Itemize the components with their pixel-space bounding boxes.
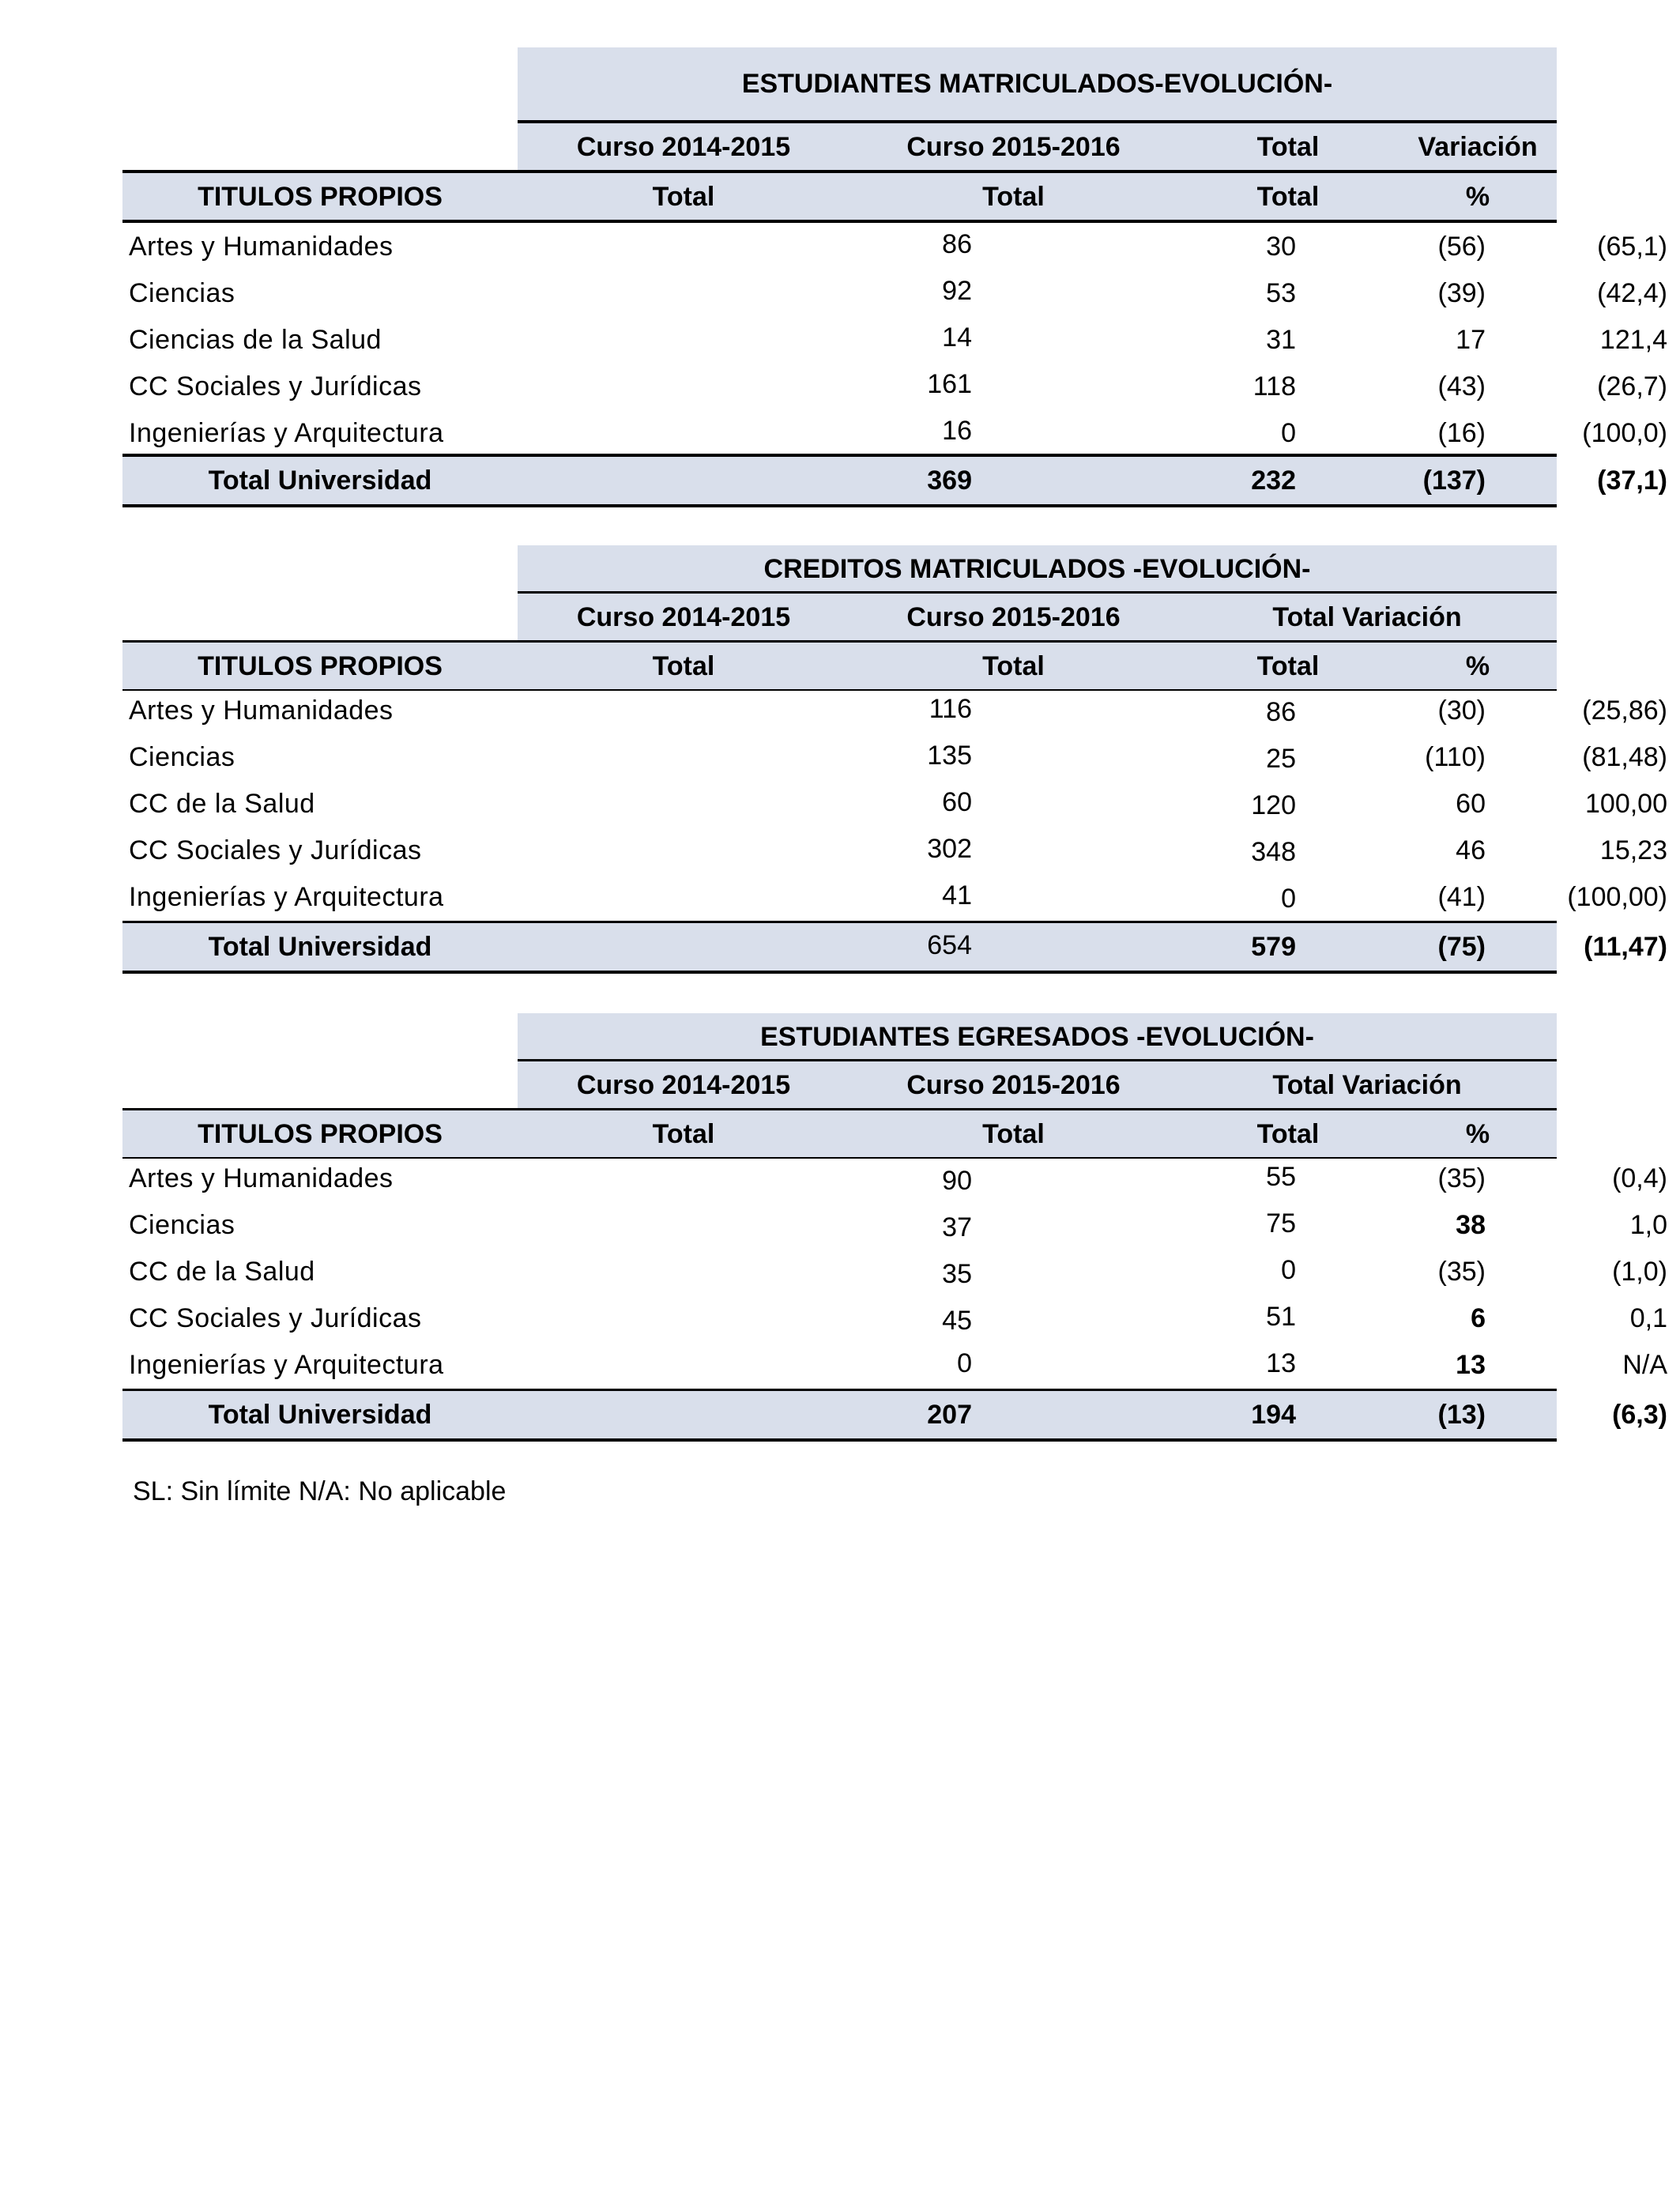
row-label: CC Sociales y Jurídicas (129, 371, 422, 401)
table-creditos-matriculados (122, 545, 1667, 976)
divider (122, 504, 1557, 507)
header-total-2: Total (982, 182, 1045, 212)
row-value: (65,1) (1597, 232, 1667, 262)
row-value: 90 (942, 1166, 972, 1196)
table-row (122, 363, 1667, 410)
table-estudiantes-matriculados (122, 47, 1667, 506)
total-row (122, 457, 1667, 504)
row-value: 121,4 (1599, 325, 1667, 355)
table-row (122, 687, 1667, 734)
header-total-3: Total (1256, 182, 1320, 212)
row-value: (41) (1437, 882, 1486, 912)
total-row (122, 1391, 1667, 1438)
row-label: CC de la Salud (129, 789, 315, 819)
row-value: 92 (942, 276, 972, 306)
divider (122, 1438, 1557, 1442)
row-value: (81,48) (1582, 742, 1667, 772)
row-value: (110) (1425, 742, 1486, 772)
total-value: 579 (1251, 932, 1296, 962)
row-value: 31 (1266, 325, 1296, 355)
row-value: (42,4) (1597, 278, 1667, 308)
row-value: (35) (1437, 1257, 1486, 1287)
header-curso-2014: Curso 2014-2015 (576, 132, 791, 162)
row-label: Ciencias (129, 742, 235, 772)
row-value: (1,0) (1612, 1257, 1667, 1287)
row-value: 1,0 (1629, 1210, 1667, 1240)
header-total-1: Total (652, 182, 715, 212)
header-curso-2014: Curso 2014-2015 (576, 1070, 791, 1100)
row-value: 0 (1281, 884, 1296, 914)
header-titulos-propios: TITULOS PROPIOS (198, 1119, 443, 1149)
table-row (122, 827, 1667, 874)
total-value: 654 (927, 930, 972, 960)
row-value: 35 (942, 1259, 972, 1289)
row-value: (100,0) (1582, 418, 1667, 448)
row-value: 60 (1456, 789, 1486, 819)
total-value: (11,47) (1584, 932, 1667, 962)
header-total-1: Total (652, 651, 715, 681)
row-label: Ciencias de la Salud (129, 325, 382, 355)
row-label: Artes y Humanidades (129, 1163, 394, 1193)
header-row-1 (518, 594, 1557, 641)
row-value: 348 (1251, 837, 1296, 867)
header-row-1 (518, 1061, 1557, 1109)
total-row (122, 923, 1667, 971)
total-value: 369 (927, 466, 972, 496)
header-variacion: Variación (1418, 132, 1538, 162)
row-value: (35) (1437, 1163, 1486, 1193)
row-value: 0 (957, 1348, 972, 1378)
divider (122, 971, 1557, 974)
row-label: CC Sociales y Jurídicas (129, 835, 422, 865)
total-value: 194 (1251, 1400, 1296, 1430)
row-value: 41 (942, 880, 972, 910)
row-value: (26,7) (1597, 371, 1667, 401)
row-value: 37 (942, 1212, 972, 1242)
header-titulos-propios: TITULOS PROPIOS (198, 651, 443, 681)
row-value: (100,00) (1567, 882, 1667, 912)
row-value: 38 (1456, 1210, 1486, 1240)
row-value: (25,86) (1582, 696, 1667, 726)
row-value: 14 (942, 322, 972, 352)
header-total-3: Total (1256, 651, 1320, 681)
row-label: Ciencias (129, 1210, 235, 1240)
row-value: 25 (1266, 744, 1296, 774)
row-value: (30) (1437, 696, 1486, 726)
row-value: (0,4) (1612, 1163, 1667, 1193)
header-titulos-propios: TITULOS PROPIOS (198, 182, 443, 212)
table-row (122, 780, 1667, 827)
row-value: 55 (1266, 1162, 1296, 1192)
total-value: (37,1) (1597, 466, 1667, 496)
header-total-variacion: Total Variación (1272, 1070, 1462, 1100)
row-value: 13 (1456, 1350, 1486, 1380)
total-value: (137) (1422, 466, 1486, 496)
row-label: Ingenierías y Arquitectura (129, 882, 444, 912)
row-value: 86 (942, 229, 972, 259)
row-value: 118 (1252, 371, 1296, 401)
table-row (122, 1248, 1667, 1295)
header-total-2: Total (982, 651, 1045, 681)
row-label: CC de la Salud (129, 1257, 315, 1287)
row-value: 0,1 (1629, 1303, 1667, 1333)
total-value: 232 (1251, 466, 1296, 496)
row-value: (16) (1437, 418, 1486, 448)
row-value: 15,23 (1599, 835, 1667, 865)
row-value: 30 (1266, 232, 1296, 262)
row-label: CC Sociales y Jurídicas (129, 1303, 422, 1333)
table-row (122, 733, 1667, 781)
row-value: 86 (1266, 697, 1296, 727)
row-label: Ingenierías y Arquitectura (129, 418, 444, 448)
row-value: 6 (1471, 1303, 1486, 1333)
header-percent: % (1465, 1119, 1490, 1149)
row-value: 302 (927, 834, 972, 864)
header-row-2 (122, 173, 1557, 221)
row-value: 53 (1266, 278, 1296, 308)
total-label: Total Universidad (208, 1400, 432, 1430)
row-value: 46 (1456, 835, 1486, 865)
header-curso-2015: Curso 2015-2016 (906, 1070, 1121, 1100)
row-value: (43) (1437, 371, 1486, 401)
table-row (122, 1295, 1667, 1342)
row-value: 0 (1281, 418, 1296, 448)
row-value: (39) (1437, 278, 1486, 308)
header-curso-2014: Curso 2014-2015 (576, 602, 791, 632)
header-total-2: Total (982, 1119, 1045, 1149)
table-row (122, 316, 1667, 364)
row-value: 51 (1266, 1302, 1296, 1332)
total-value: (75) (1437, 932, 1486, 962)
row-value: 45 (942, 1306, 972, 1336)
row-value: 135 (927, 741, 972, 771)
row-value: 161 (927, 369, 972, 399)
header-curso-2015: Curso 2015-2016 (906, 132, 1121, 162)
footnote: SL: Sin límite N/A: No aplicable (133, 1476, 507, 1506)
table-row (122, 409, 1667, 457)
table-row (122, 1201, 1667, 1249)
table-title: ESTUDIANTES MATRICULADOS-EVOLUCIÓN- (518, 47, 1557, 120)
table-title: ESTUDIANTES EGRESADOS -EVOLUCIÓN- (518, 1013, 1557, 1061)
table-estudiantes-egresados (122, 1013, 1667, 1444)
row-value: 60 (942, 787, 972, 817)
table-row (122, 270, 1667, 317)
total-label: Total Universidad (208, 466, 432, 496)
row-value: 17 (1456, 325, 1486, 355)
row-value: 116 (929, 694, 972, 724)
total-value: (6,3) (1612, 1400, 1667, 1430)
row-label: Ciencias (129, 278, 235, 308)
row-value: 100,00 (1585, 789, 1667, 819)
row-value: 13 (1266, 1348, 1296, 1378)
table-row (122, 873, 1667, 921)
header-row-2 (122, 1110, 1557, 1158)
row-label: Ingenierías y Arquitectura (129, 1350, 444, 1380)
row-label: Artes y Humanidades (129, 232, 394, 262)
row-value: (56) (1437, 232, 1486, 262)
header-percent: % (1465, 182, 1490, 212)
table-row (122, 1341, 1667, 1389)
header-percent: % (1465, 651, 1490, 681)
header-row-1 (518, 123, 1557, 171)
total-value: 207 (927, 1400, 972, 1430)
row-value: N/A (1622, 1350, 1667, 1380)
header-total-1: Total (652, 1119, 715, 1149)
header-total-variacion: Total Variación (1272, 602, 1462, 632)
table-title: CREDITOS MATRICULADOS -EVOLUCIÓN- (518, 545, 1557, 593)
row-value: 16 (942, 416, 972, 446)
header-curso-2015: Curso 2015-2016 (906, 602, 1121, 632)
header-total-3: Total (1256, 1119, 1320, 1149)
total-label: Total Universidad (208, 932, 432, 962)
row-value: 0 (1281, 1255, 1296, 1285)
total-value: (13) (1437, 1400, 1486, 1430)
table-row (122, 1155, 1667, 1202)
header-row-2 (122, 643, 1557, 690)
row-label: Artes y Humanidades (129, 696, 394, 726)
row-value: 120 (1251, 790, 1296, 820)
table-row (122, 223, 1667, 270)
header-total: Total (1256, 132, 1320, 162)
row-value: 75 (1266, 1208, 1296, 1238)
